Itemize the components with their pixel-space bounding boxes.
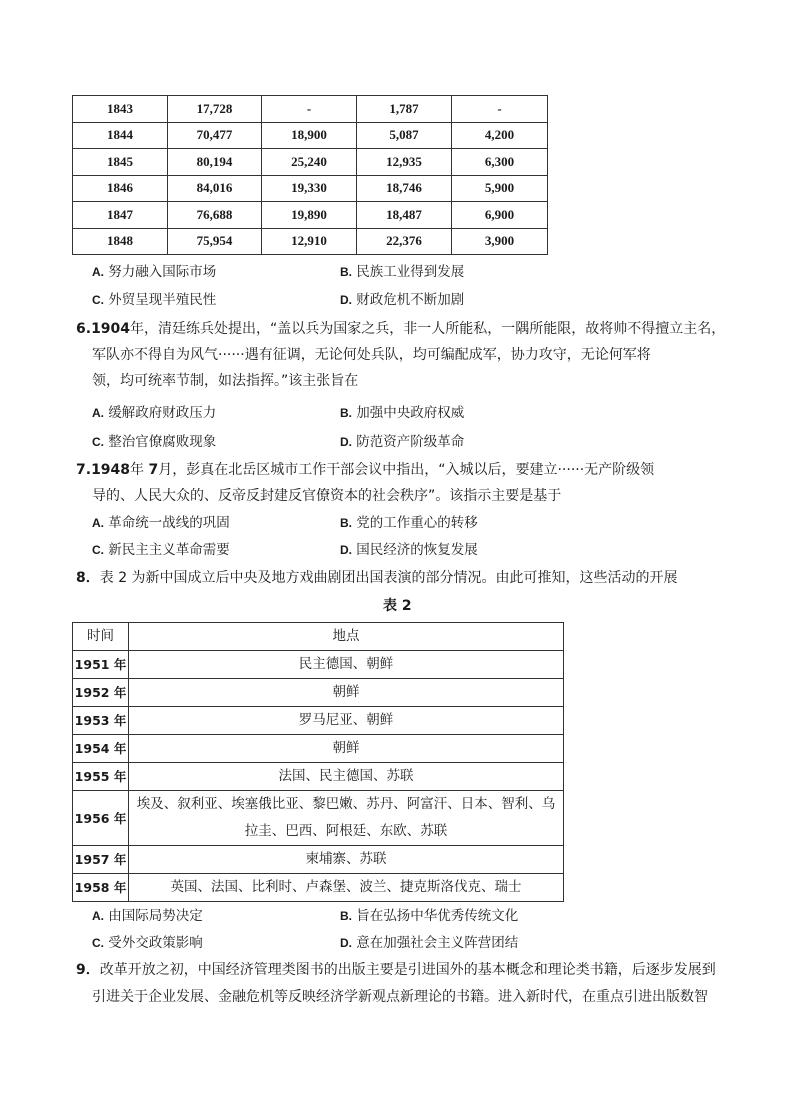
q5-option-c[interactable]: C. 外贸呈现半殖民性 — [92, 292, 217, 308]
year-cell: 1956 年 — [73, 791, 129, 846]
table-cell: 18,487 — [357, 202, 452, 229]
header-time: 时间 — [73, 623, 129, 651]
place-cell: 柬埔寨、苏联 — [129, 846, 564, 874]
q6-stem-line3: 领，均可统率节制，如法指挥。”该主张旨在 — [92, 373, 359, 389]
q9-stem-line2: 引进关于企业发展、金融危机等反映经济学新观点新理论的书籍。进入新时代，在重点引进出版数智 — [92, 989, 708, 1005]
q5-option-d[interactable]: D. 财政危机不断加剧 — [340, 292, 465, 308]
table-cell: 18,900 — [262, 122, 357, 149]
table-row — [73, 679, 564, 707]
q7-stem-line1: 7.1948年 7月，彭真在北岳区城市工作干部会议中指出，“入城以后，要建立······无产阶级领 — [76, 462, 655, 478]
table-cell: 70,477 — [168, 122, 262, 149]
q6-option-d[interactable]: D. 防范资产阶级革命 — [340, 434, 465, 450]
header-place: 地点 — [129, 623, 564, 651]
table-row — [73, 763, 564, 791]
table-cell: 5,900 — [452, 175, 548, 202]
table-row — [73, 228, 548, 255]
table-row — [73, 735, 564, 763]
table-cell: 4,200 — [452, 122, 548, 149]
year-cell: 1952 年 — [73, 679, 129, 707]
table-row — [73, 96, 548, 123]
table-cell: 1,787 — [357, 96, 452, 123]
table-cell: 5,087 — [357, 122, 452, 149]
table-cell: 1848 — [73, 228, 168, 255]
table-cell: 3,900 — [452, 228, 548, 255]
q6-stem-line2: 军队亦不得自为风气······遇有征调，无论何处兵队，均可编配成军，协力攻守，无论何军将 — [92, 347, 651, 363]
table2-title: 表 2 — [383, 598, 412, 614]
table-cell: 17,728 — [168, 96, 262, 123]
q7-option-a[interactable]: A. 革命统一战线的巩固 — [92, 515, 230, 531]
table-cell: 12,935 — [357, 149, 452, 176]
q7-option-c[interactable]: C. 新民主主义革命需要 — [92, 542, 230, 558]
table-cell: 1843 — [73, 96, 168, 123]
table-row — [73, 149, 548, 176]
place-cell: 朝鲜 — [129, 679, 564, 707]
table-cell: 6,300 — [452, 149, 548, 176]
q7-option-b[interactable]: B. 党的工作重心的转移 — [340, 515, 478, 531]
table-cell: 1845 — [73, 149, 168, 176]
place-cell — [129, 791, 564, 846]
q6-option-c[interactable]: C. 整治官僚腐败现象 — [92, 434, 217, 450]
q7-stem-line2: 导的、人民大众的、反帝反封建反官僚资本的社会秩序”。该指示主要是基于 — [92, 488, 562, 504]
q8-option-c[interactable]: C. 受外交政策影响 — [92, 935, 203, 951]
table-row — [73, 122, 548, 149]
table-row — [73, 175, 548, 202]
table-cell: 80,194 — [168, 149, 262, 176]
table-cell: 84,016 — [168, 175, 262, 202]
q8-option-b[interactable]: B. 旨在弘扬中华优秀传统文化 — [340, 908, 519, 924]
place-cell: 朝鲜 — [129, 735, 564, 763]
table-cell: - — [452, 96, 548, 123]
place-cell: 民主德国、朝鲜 — [129, 651, 564, 679]
place-line: 埃及、叙利亚、埃塞俄比亚、黎巴嫩、苏丹、阿富汗、日本、智利、乌 — [136, 796, 556, 812]
q9-stem-line1: 9．改革开放之初，中国经济管理类图书的出版主要是引进国外的基本概念和理论类书籍，后逐步发展到 — [76, 962, 716, 978]
table-row — [73, 707, 564, 735]
year-cell: 1951 年 — [73, 651, 129, 679]
table-cell: 76,688 — [168, 202, 262, 229]
table-row — [73, 791, 564, 846]
q7-option-d[interactable]: D. 国民经济的恢复发展 — [340, 542, 478, 558]
q6-stem-line1: 6.1904年，清廷练兵处提出，“盖以兵为国家之兵，非一人所能私，一隅所能限，故将帅不得擅立主名， — [76, 321, 726, 337]
table-cell: 19,330 — [262, 175, 357, 202]
table-row — [73, 651, 564, 679]
year-cell: 1957 年 — [73, 846, 129, 874]
place-cell: 罗马尼亚、朝鲜 — [129, 707, 564, 735]
table-cell: 25,240 — [262, 149, 357, 176]
table-cell: 12,910 — [262, 228, 357, 255]
year-cell: 1958 年 — [73, 874, 129, 902]
q6-option-a[interactable]: A. 缓解政府财政压力 — [92, 405, 217, 421]
table-row — [73, 202, 548, 229]
table-cell: 19,890 — [262, 202, 357, 229]
table-row — [73, 874, 564, 902]
q8-stem-line1: 8．表 2 为新中国成立后中央及地方戏曲剧团出国表演的部分情况。由此可推知，这些活动的开展 — [76, 570, 678, 586]
table-cell: 22,376 — [357, 228, 452, 255]
table-cell: 1847 — [73, 202, 168, 229]
year-cell: 1955 年 — [73, 763, 129, 791]
table-cell: 1846 — [73, 175, 168, 202]
table-cell: 6,900 — [452, 202, 548, 229]
table-cell: - — [262, 96, 357, 123]
place-cell: 英国、法国、比利时、卢森堡、波兰、捷克斯洛伐克、瑞士 — [129, 874, 564, 902]
year-cell: 1953 年 — [73, 707, 129, 735]
place-cell: 法国、民主德国、苏联 — [129, 763, 564, 791]
q5-option-a[interactable]: A. 努力融入国际市场 — [92, 264, 217, 280]
table-cell: 75,954 — [168, 228, 262, 255]
table-cell: 1844 — [73, 122, 168, 149]
performance-table — [72, 622, 564, 902]
q8-option-a[interactable]: A. 由国际局势决定 — [92, 908, 203, 924]
trade-table — [72, 95, 548, 255]
q5-option-b[interactable]: B. 民族工业得到发展 — [340, 264, 465, 280]
place-line: 拉圭、巴西、阿根廷、东欧、苏联 — [244, 823, 448, 839]
q6-option-b[interactable]: B. 加强中央政府权威 — [340, 405, 465, 421]
table-row — [73, 846, 564, 874]
q8-option-d[interactable]: D. 意在加强社会主义阵营团结 — [340, 935, 519, 951]
year-cell: 1954 年 — [73, 735, 129, 763]
table-cell: 18,746 — [357, 175, 452, 202]
